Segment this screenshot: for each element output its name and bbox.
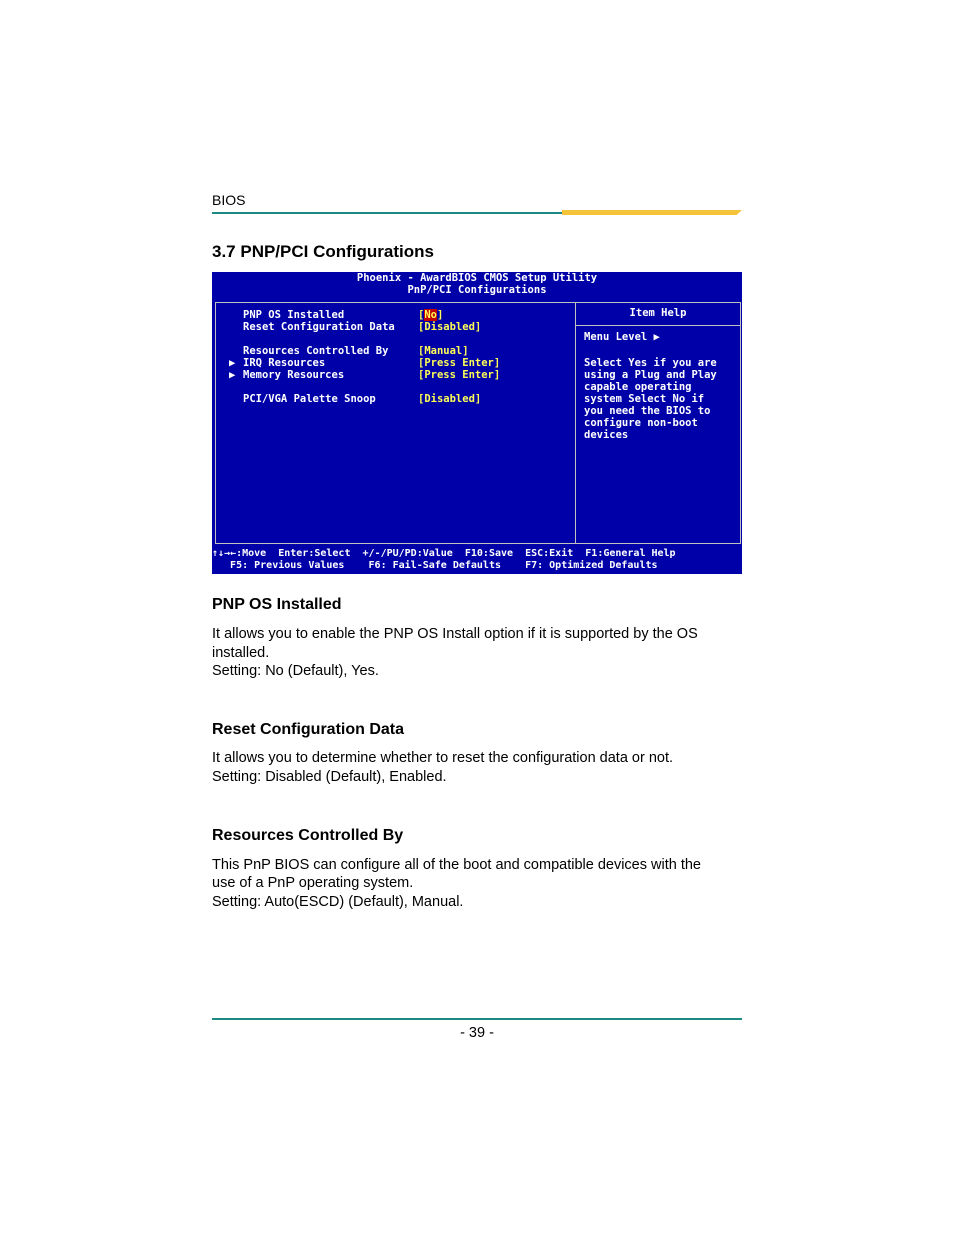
- setting-value-irq[interactable]: [Press Enter]: [418, 357, 501, 369]
- setting-label-reset-config[interactable]: Reset Configuration Data: [243, 321, 395, 333]
- help-line: system Select No if: [584, 393, 705, 405]
- paragraph-line: This PnP BIOS can configure all of the boot and compatible devices with the: [212, 857, 701, 873]
- paragraph-line: Setting: Disabled (Default), Enabled.: [212, 769, 447, 785]
- setting-value-memory[interactable]: [Press Enter]: [418, 369, 501, 381]
- subsection-heading: Resources Controlled By: [212, 827, 404, 844]
- bios-divider: [575, 303, 576, 543]
- setting-label-irq[interactable]: IRQ Resources: [243, 357, 326, 369]
- setting-value-resources-controlled[interactable]: [Manual]: [418, 345, 469, 357]
- bios-settings-panel: [215, 302, 741, 544]
- selected-value: No: [424, 309, 437, 321]
- setting-label-resources-controlled[interactable]: Resources Controlled By: [243, 345, 389, 357]
- help-line: Select Yes if you are: [584, 357, 717, 369]
- footer-rule: [212, 1018, 742, 1020]
- bios-screen: [212, 272, 742, 574]
- help-line: you need the BIOS to: [584, 405, 711, 417]
- subsection-heading: PNP OS Installed: [212, 596, 342, 613]
- key-legend-line: F5: Previous Values F6: Fail-Safe Defaults F7: Optimized Defaults: [212, 560, 658, 571]
- setting-label-memory[interactable]: Memory Resources: [243, 369, 345, 381]
- paragraph-line: Setting: No (Default), Yes.: [212, 663, 379, 679]
- help-line: using a Plug and Play: [584, 369, 717, 381]
- subsection-heading: Reset Configuration Data: [212, 721, 405, 738]
- section-title: 3.7 PNP/PCI Configurations: [212, 242, 434, 261]
- bracket-open: [: [418, 309, 425, 321]
- menu-level: Menu Level ▶: [584, 331, 660, 343]
- submenu-arrow-icon: ▶: [229, 357, 236, 369]
- setting-label-palette-snoop[interactable]: PCI/VGA Palette Snoop: [243, 393, 376, 405]
- help-line: configure non-boot: [584, 417, 698, 429]
- setting-value-pnp-os[interactable]: [418, 309, 443, 321]
- bracket-close: ]: [436, 309, 444, 321]
- header-rule-yellow: [562, 210, 742, 215]
- paragraph-line: It allows you to determine whether to reset the configuration data or not.: [212, 750, 674, 766]
- key-legend-line: ↑↓→←:Move Enter:Select +/-/PU/PD:Value F10:Save ESC:Exit F1:General Help: [212, 548, 676, 559]
- setting-value-reset-config[interactable]: [Disabled]: [418, 321, 482, 333]
- setting-value-palette-snoop[interactable]: [Disabled]: [418, 393, 482, 405]
- setting-label-pnp-os[interactable]: PNP OS Installed: [243, 309, 345, 321]
- help-line: capable operating: [584, 381, 692, 393]
- running-header: BIOS: [212, 192, 246, 208]
- submenu-arrow-icon: ▶: [229, 369, 236, 381]
- header-rule-teal: [212, 212, 564, 214]
- paragraph-line: use of a PnP operating system.: [212, 875, 414, 891]
- paragraph-line: installed.: [212, 645, 270, 661]
- bios-title: Phoenix - AwardBIOS CMOS Setup Utility: [356, 272, 598, 284]
- bios-subtitle: PnP/PCI Configurations: [407, 284, 547, 296]
- paragraph-line: It allows you to enable the PNP OS Install option if it is supported by the OS: [212, 626, 698, 642]
- help-separator: [576, 325, 740, 326]
- item-help-title: Item Help: [629, 307, 687, 319]
- paragraph-line: Setting: Auto(ESCD) (Default), Manual.: [212, 894, 464, 910]
- page-number: - 39 -: [460, 1025, 494, 1041]
- help-line: devices: [584, 429, 629, 441]
